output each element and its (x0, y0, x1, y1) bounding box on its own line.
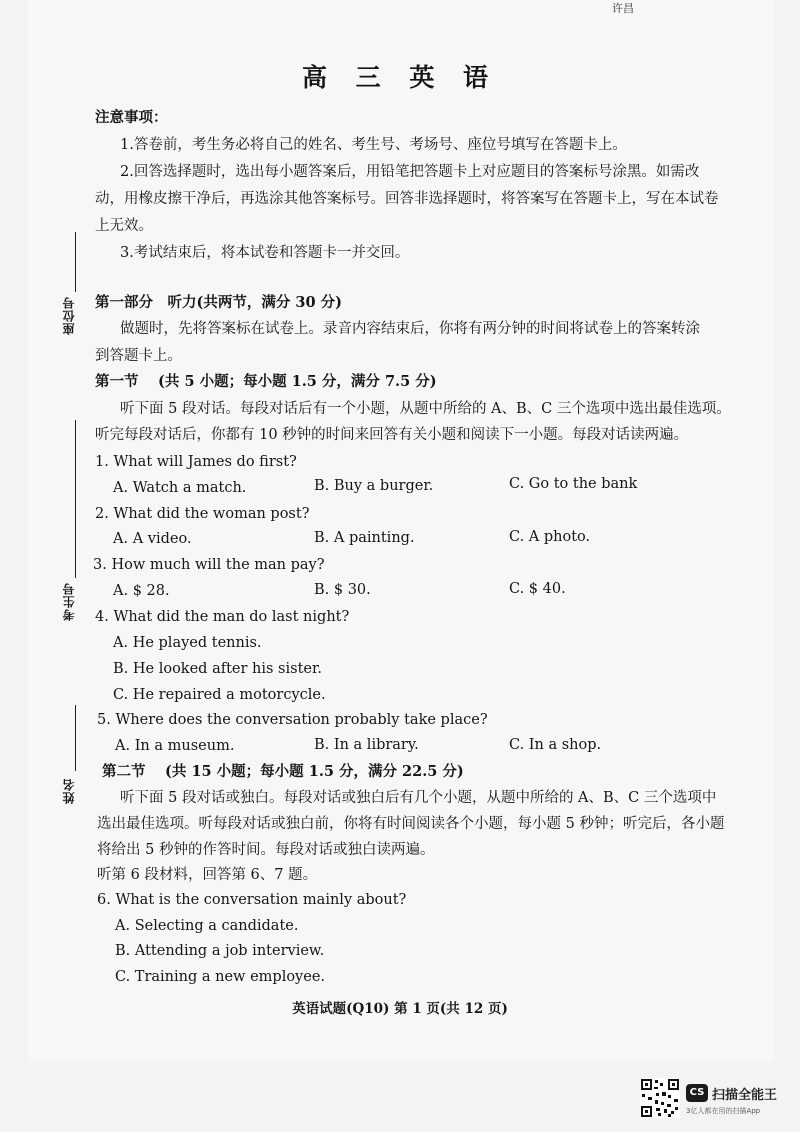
question-5-stem: 5. Where does the conversation probably take place? (97, 712, 488, 728)
exam-number-rule (75, 420, 76, 578)
notice-item-1: 1.答卷前，考生务必将自己的姓名、考生号、考场号、座位号填写在答题卡上。 (120, 137, 627, 153)
material-6-note: 听第 6 段材料，回答第 6、7 题。 (97, 867, 318, 883)
scanner-watermark (640, 1078, 790, 1122)
question-3-option-c: C. $ 40. (509, 581, 566, 597)
notice-item-3: 3.考试结束后，将本试卷和答题卡一并交回。 (120, 245, 410, 261)
section2-heading: 第二节 (共 15 小题；每小题 1.5 分，满分 22.5 分) (102, 763, 464, 780)
seat-number-label: 座位号 (62, 296, 76, 335)
seat-number-rule (75, 232, 76, 292)
question-4-option-c: C. He repaired a motorcycle. (113, 687, 326, 703)
name-label: 姓名 (62, 778, 76, 804)
qr-code-icon (640, 1078, 680, 1118)
part1-heading: 第一部分 听力(共两节，满分 30 分) (95, 294, 342, 311)
notice-heading: 注意事项： (95, 109, 168, 126)
question-6-option-b: B. Attending a job interview. (115, 943, 325, 959)
section1-heading: 第一节 (共 5 小题；每小题 1.5 分，满分 7.5 分) (95, 373, 437, 390)
notice-item-2-line-2: 动，用橡皮擦干净后，再选涂其他答案标号。回答非选择题时，将答案写在答题卡上，写在本试卷 (95, 191, 719, 207)
question-3-option-a: A. $ 28. (113, 583, 170, 599)
part1-intro-line-1: 做题时，先将答案标在试卷上。录音内容结束后，你将有两分钟的时间将试卷上的答案转涂 (120, 321, 700, 337)
question-6-option-a: A. Selecting a candidate. (115, 918, 299, 934)
section2-intro-line-3: 将给出 5 秒钟的作答时间。每段对话或独白读两遍。 (97, 842, 435, 858)
question-4-stem: 4. What did the man do last night? (95, 609, 350, 625)
question-5-option-b: B. In a library. (314, 737, 419, 753)
camscanner-name: 扫描全能王 (712, 1088, 778, 1103)
camscanner-logo-icon: CS (686, 1084, 708, 1102)
question-5-option-c: C. In a shop. (509, 737, 602, 753)
question-1-option-a: A. Watch a match. (113, 480, 247, 496)
camscanner-tagline: 3亿人都在用的扫描App (686, 1107, 761, 1115)
page-title: 高 三 英 语 (301, 63, 499, 92)
question-4-option-a: A. He played tennis. (113, 635, 262, 651)
question-5-option-a: A. In a museum. (115, 738, 235, 754)
question-2-option-c: C. A photo. (509, 529, 591, 545)
question-2-stem: 2. What did the woman post? (95, 506, 310, 522)
question-2-option-b: B. A painting. (314, 530, 415, 546)
section1-intro-line-1: 听下面 5 段对话。每段对话后有一个小题，从题中所给的 A、B、C 三个选项中选出最佳选项。 (120, 401, 731, 417)
question-1-option-b: B. Buy a burger. (314, 478, 434, 494)
section1-intro-line-2: 听完每段对话后，你都有 10 秒钟的时间来回答有关小题和阅读下一小题。每段对话读两遍。 (95, 427, 689, 443)
question-4-option-b: B. He looked after his sister. (113, 661, 322, 677)
part1-intro-line-2: 到答题卡上。 (95, 348, 182, 364)
exam-number-label: 考生号 (62, 582, 76, 621)
name-rule (75, 705, 76, 771)
section2-intro-line-1: 听下面 5 段对话或独白。每段对话或独白后有几个小题，从题中所给的 A、B、C 三个选项中 (120, 790, 717, 806)
question-1-option-c: C. Go to the bank (509, 476, 638, 492)
question-1-stem: 1. What will James do first? (95, 454, 297, 470)
page-footer: 英语试题(Q10) 第 1 页(共 12 页) (292, 1001, 508, 1017)
question-6-option-c: C. Training a new employee. (115, 969, 326, 985)
question-6-stem: 6. What is the conversation mainly about? (97, 892, 407, 908)
question-2-option-a: A. A video. (113, 531, 192, 547)
top-mark: 许昌 (612, 2, 634, 15)
question-3-stem: 3. How much will the man pay? (93, 557, 325, 573)
question-3-option-b: B. $ 30. (314, 582, 371, 598)
notice-item-2-line-1: 2.回答选择题时，选出每小题答案后，用铅笔把答题卡上对应题目的答案标号涂黑。如需改 (120, 164, 700, 180)
section2-intro-line-2: 选出最佳选项。听每段对话或独白前，你将有时间阅读各个小题，每小题 5 秒钟；听完后，各小题 (97, 816, 725, 832)
notice-item-2-line-3: 上无效。 (95, 218, 153, 234)
